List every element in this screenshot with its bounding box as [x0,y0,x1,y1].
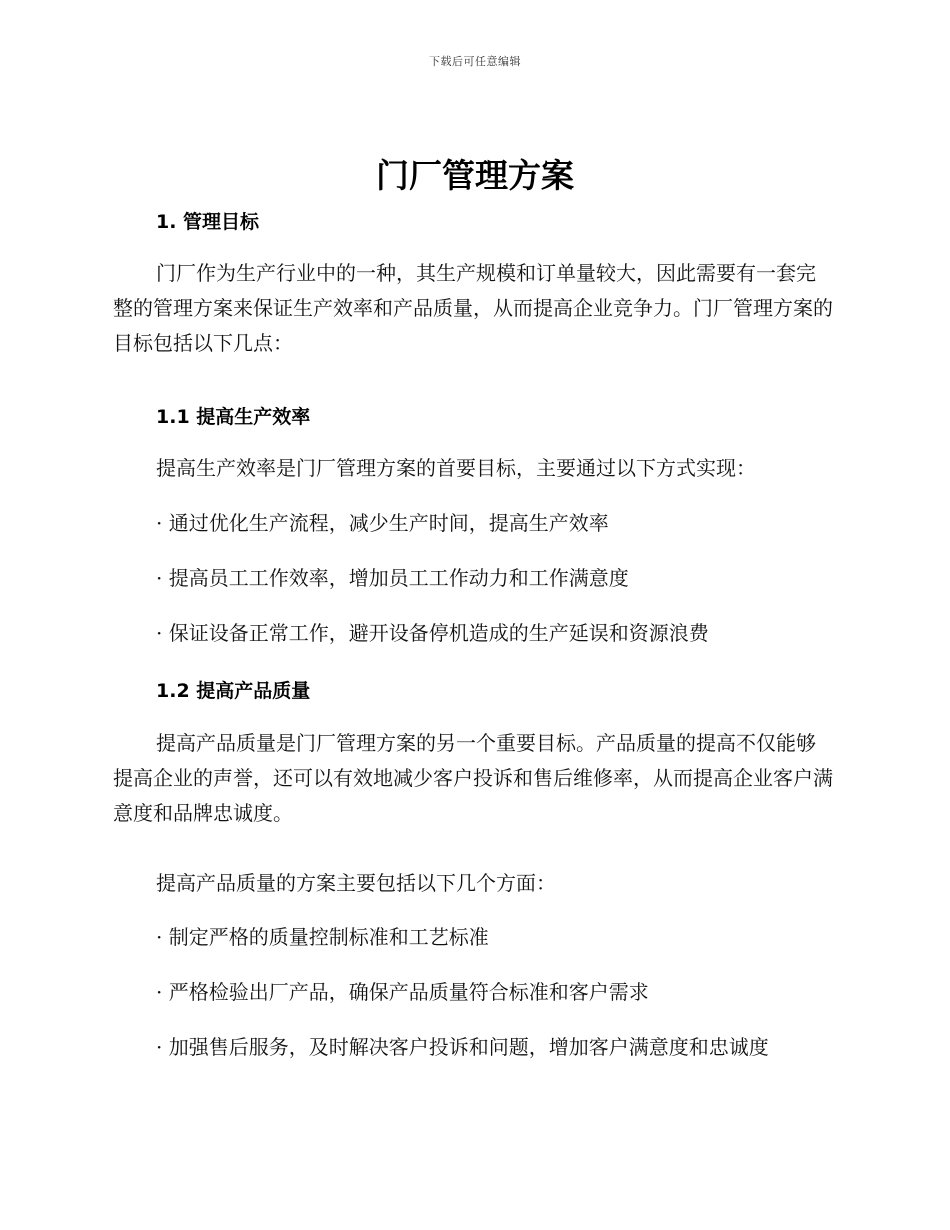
section-heading-production-efficiency: 1.1 提高生产效率 [156,406,311,428]
bullet-item: · 提高员工工作效率，增加员工工作动力和工作满意度 [156,566,629,590]
section-heading-product-quality: 1.2 提高产品质量 [156,680,311,702]
bullet-item: · 严格检验出厂产品，确保产品质量符合标准和客户需求 [156,980,649,1004]
section-intro-product-quality: 提高产品质量的方案主要包括以下几个方面： [156,871,556,895]
bullet-item: · 通过优化生产流程，减少生产时间，提高生产效率 [156,511,609,535]
section-heading-management-goals: 1. 管理目标 [156,211,260,233]
bullet-item: · 保证设备正常工作，避开设备停机造成的生产延误和资源浪费 [156,621,709,645]
section-paragraph-product-quality: 提高产品质量是门厂管理方案的另一个重要目标。产品质量的提高不仅能够提高企业的声誉，还可以有效地减少客户投诉和售后维修率，从而提高企业客户满意度和品牌忠诚度。 [113,731,833,825]
header-note: 下载后可任意编辑 [429,55,521,68]
bullet-item: · 制定严格的质量控制标准和工艺标准 [156,925,489,949]
section-intro-production-efficiency: 提高生产效率是门厂管理方案的首要目标，主要通过以下方式实现： [156,456,756,480]
section-paragraph-management-goals: 门厂作为生产行业中的一种，其生产规模和订单量较大，因此需要有一套完整的管理方案来保证生产效率和产品质量，从而提高企业竞争力。门厂管理方案的目标包括以下几点： [113,261,833,355]
document-title: 门厂管理方案 [376,156,574,195]
bullet-item: · 加强售后服务，及时解决客户投诉和问题，增加客户满意度和忠诚度 [156,1035,769,1059]
